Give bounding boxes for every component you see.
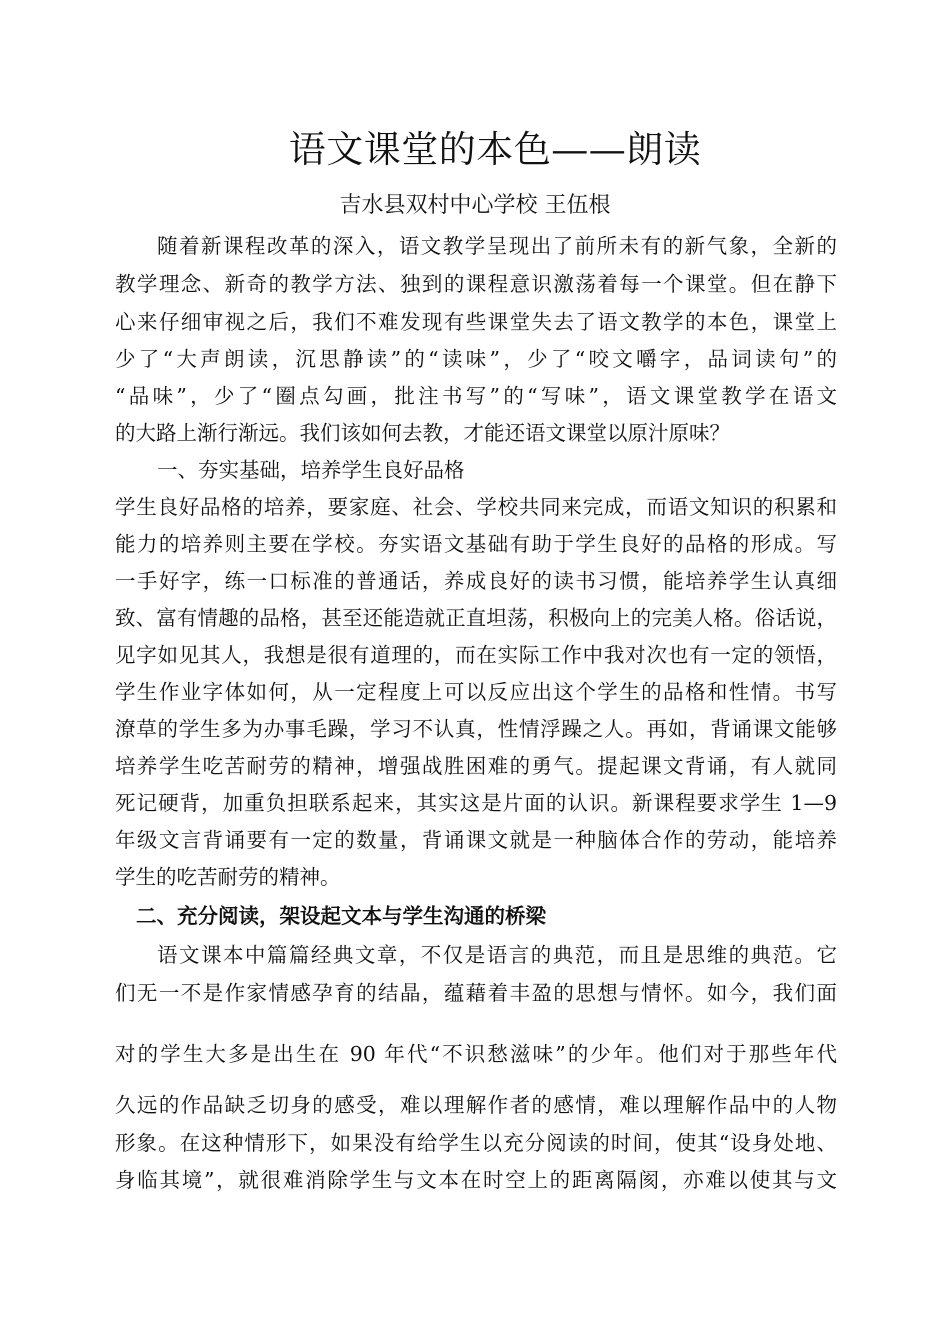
paragraph-line: 一手好字，练一口标准的普通话，养成良好的读书习惯，能培养学生认真细 — [115, 569, 837, 593]
paragraph-line: “品味”，少了“圈点勾画，批注书写”的“写味”，语文课堂教学在语文 — [115, 384, 837, 408]
paragraph-line: 学生的吃苦耐劳的精神。 — [115, 865, 341, 889]
paragraph-line: 心来仔细审视之后，我们不难发现有些课堂失去了语文教学的本色，课堂上 — [115, 310, 837, 334]
paragraph-line: 见字如见其人，我想是很有道理的，而在实际工作中我对次也有一定的领悟， — [115, 643, 837, 667]
paragraph-line: 致、富有情趣的品格，甚至还能造就正直坦荡，积极向上的完美人格。俗话说， — [115, 606, 837, 630]
paragraph-line: 身临其境”，就很难消除学生与文本在时空上的距离隔阂，亦难以使其与文 — [115, 1168, 837, 1192]
paragraph-line: 们无一不是作家情感孕育的结晶，蕴藉着丰盈的思想与情怀。如今，我们面 — [115, 981, 837, 1005]
paragraph-line: 对的学生大多是出生在 90 年代“不识愁滋味”的少年。他们对于那些年代 — [115, 1042, 837, 1066]
paragraph-line: 年级文言背诵要有一定的数量，背诵课文就是一种脑体合作的劳动，能培养 — [115, 828, 837, 852]
document-author: 吉水县双村中心学校 王伍根 — [339, 193, 611, 218]
paragraph-line: 久远的作品缺乏切身的感受，难以理解作者的感情，难以理解作品中的人物 — [115, 1093, 837, 1117]
paragraph-line: 教学理念、新奇的教学方法、独到的课程意识激荡着每一个课堂。但在静下 — [115, 272, 837, 296]
paragraph-line: 形象。在这种情形下，如果没有给学生以充分阅读的时间，使其“设身处地、 — [115, 1131, 837, 1155]
paragraph-line: 语文课本中篇篇经典文章，不仅是语言的典范，而且是思维的典范。它 — [157, 943, 837, 967]
paragraph-line: 随着新课程改革的深入，语文教学呈现出了前所未有的新气象，全新的 — [157, 234, 837, 258]
paragraph-line: 少了“大声朗读，沉思静读”的“读味”，少了“咬文嚼字，品词读句”的 — [115, 347, 837, 371]
paragraph-line: 能力的培养则主要在学校。夯实语文基础有助于学生良好的品格的形成。写 — [115, 532, 837, 556]
paragraph-line: 潦草的学生多为办事毛躁，学习不认真，性情浮躁之人。再如，背诵课文能够 — [115, 717, 837, 741]
section-heading-2: 二、充分阅读，架设起文本与学生沟通的桥梁 — [136, 904, 546, 928]
paragraph-line: 学生良好品格的培养，要家庭、社会、学校共同来完成，而语文知识的积累和 — [115, 495, 837, 519]
document-title: 语文课堂的本色——朗读 — [288, 128, 702, 171]
paragraph-line: 的大路上渐行渐远。我们该如何去教，才能还语文课堂以原汁原味？ — [115, 421, 730, 445]
section-heading-1: 一、夯实基础，培养学生良好品格 — [157, 458, 465, 482]
paragraph-line: 死记硬背，加重负担联系起来，其实这是片面的认识。新课程要求学生 1—9 — [115, 791, 837, 815]
paragraph-line: 学生作业字体如何，从一定程度上可以反应出这个学生的品格和性情。书写 — [115, 680, 837, 704]
paragraph-line: 培养学生吃苦耐劳的精神，增强战胜困难的勇气。提起课文背诵，有人就同 — [115, 754, 837, 778]
